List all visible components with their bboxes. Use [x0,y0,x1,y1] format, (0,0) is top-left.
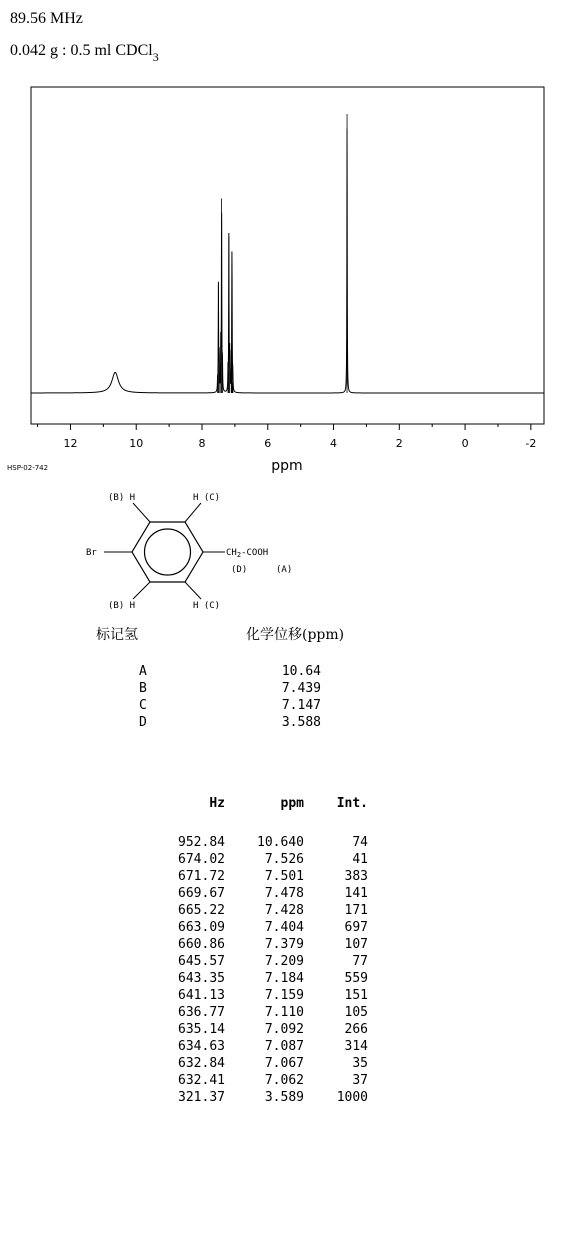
assignment-label: C [139,698,147,713]
peak-hz: 643.35 [178,971,225,986]
peak-int: 105 [344,1005,368,1020]
peak-ppm: 7.478 [264,886,304,901]
label-bh-top: (B) H [108,493,136,503]
peak-int: 37 [352,1073,368,1088]
peak-ppm: 7.379 [264,937,304,952]
assignment-value: 3.588 [281,715,321,730]
label-bromine: Br [86,548,97,558]
peak-ppm: 10.640 [257,835,304,850]
bond-top-left-h [133,503,150,522]
peak-int: 697 [344,920,368,935]
bond-top-right-h [185,503,201,522]
peak-hz: 665.22 [178,903,225,918]
peak-hz: 671.72 [178,869,225,884]
sample-description [10,42,159,64]
peak-int: 1000 [336,1090,368,1105]
sample-main: 0.042 g : 0.5 ml CDCl [10,42,153,59]
x-tick-label: 2 [395,437,403,450]
label-hc-top: H (C) [193,493,221,503]
assignment-value: 7.147 [281,698,321,713]
peak-ppm: 7.110 [264,1005,304,1020]
label-ch2-cooh [226,548,268,559]
label-ch2-main: CH [226,548,237,558]
peak-ppm: 7.062 [264,1073,304,1088]
bond-bottom-right-h [185,582,201,599]
peak-hz: 636.77 [178,1005,225,1020]
peak-ppm: 7.067 [264,1056,304,1071]
peak-ppm: 7.428 [264,903,304,918]
assignment-value: 10.64 [281,664,321,679]
peak-hz: 635.14 [178,1022,225,1037]
plot-frame [31,87,544,424]
nmr-spectrum-figure [0,80,570,615]
peak-hz: 663.09 [178,920,225,935]
peak-hz: 632.41 [178,1073,225,1088]
peak-ppm: 7.159 [264,988,304,1003]
x-tick-label: -2 [525,437,537,450]
peak-int: 41 [352,852,368,867]
assignment-label: B [139,681,147,696]
peak-int: 107 [344,937,368,952]
peak-col-int: Int. [336,796,368,811]
x-tick-label: 4 [330,437,338,450]
x-axis-ticks [38,424,531,430]
peak-int: 171 [344,903,368,918]
peak-int: 141 [344,886,368,901]
peak-hz: 669.67 [178,886,225,901]
spectrometer-frequency: 89.56 MHz [10,10,83,27]
label-bh-bottom: (B) H [108,601,136,611]
sample-subscript: 3 [152,50,159,64]
peak-ppm: 7.526 [264,852,304,867]
peak-int: 314 [344,1039,368,1054]
label-d: (D) [231,565,248,575]
benzene-ring [132,522,203,582]
peak-ppm: 7.209 [264,954,304,969]
spectrum-trace [31,128,544,393]
peak-ppm: 7.092 [264,1022,304,1037]
peak-hz: 660.86 [178,937,225,952]
peak-int: 77 [352,954,368,969]
peak-col-ppm: ppm [280,796,304,811]
peak-ppm: 7.087 [264,1039,304,1054]
label-a: (A) [276,565,293,575]
peak-ppm: 7.501 [264,869,304,884]
peak-int: 559 [344,971,368,986]
assignment-col-shift: 化学位移(ppm) [246,627,345,643]
peak-hz: 641.13 [178,988,225,1003]
x-tick-label: 10 [129,437,144,450]
label-cooh: -COOH [241,548,269,558]
spectrum-id: HSP-02-742 [7,464,49,472]
x-tick-label: 8 [198,437,206,450]
peak-ppm: 7.404 [264,920,304,935]
label-ch2-sub: 2 [236,551,242,559]
aromatic-circle [145,529,191,575]
x-tick-label: 0 [461,437,469,450]
bond-bottom-left-h [133,582,150,599]
peak-hz: 321.37 [178,1090,225,1105]
x-tick-label: 6 [264,437,272,450]
x-tick-label: 12 [63,437,78,450]
assignment-label: D [139,715,147,730]
assignment-value: 7.439 [281,681,321,696]
molecule-structure [86,493,292,611]
peak-int: 151 [344,988,368,1003]
peak-hz: 632.84 [178,1056,225,1071]
peak-int: 35 [352,1056,368,1071]
assignment-label: A [139,664,147,679]
assignment-col-label: 标记氢 [96,627,138,643]
peak-int: 383 [344,869,368,884]
x-axis-label: ppm [271,458,303,474]
peak-hz: 634.63 [178,1039,225,1054]
x-axis-tick-labels [63,437,536,450]
peak-int: 266 [344,1022,368,1037]
peak-hz: 674.02 [178,852,225,867]
peak-hz: 952.84 [178,835,225,850]
peak-col-hz: Hz [209,796,225,811]
peak-hz: 645.57 [178,954,225,969]
peak-int: 74 [352,835,368,850]
peak-ppm: 3.589 [264,1090,304,1105]
label-hc-bottom: H (C) [193,601,221,611]
peak-ppm: 7.184 [264,971,304,986]
